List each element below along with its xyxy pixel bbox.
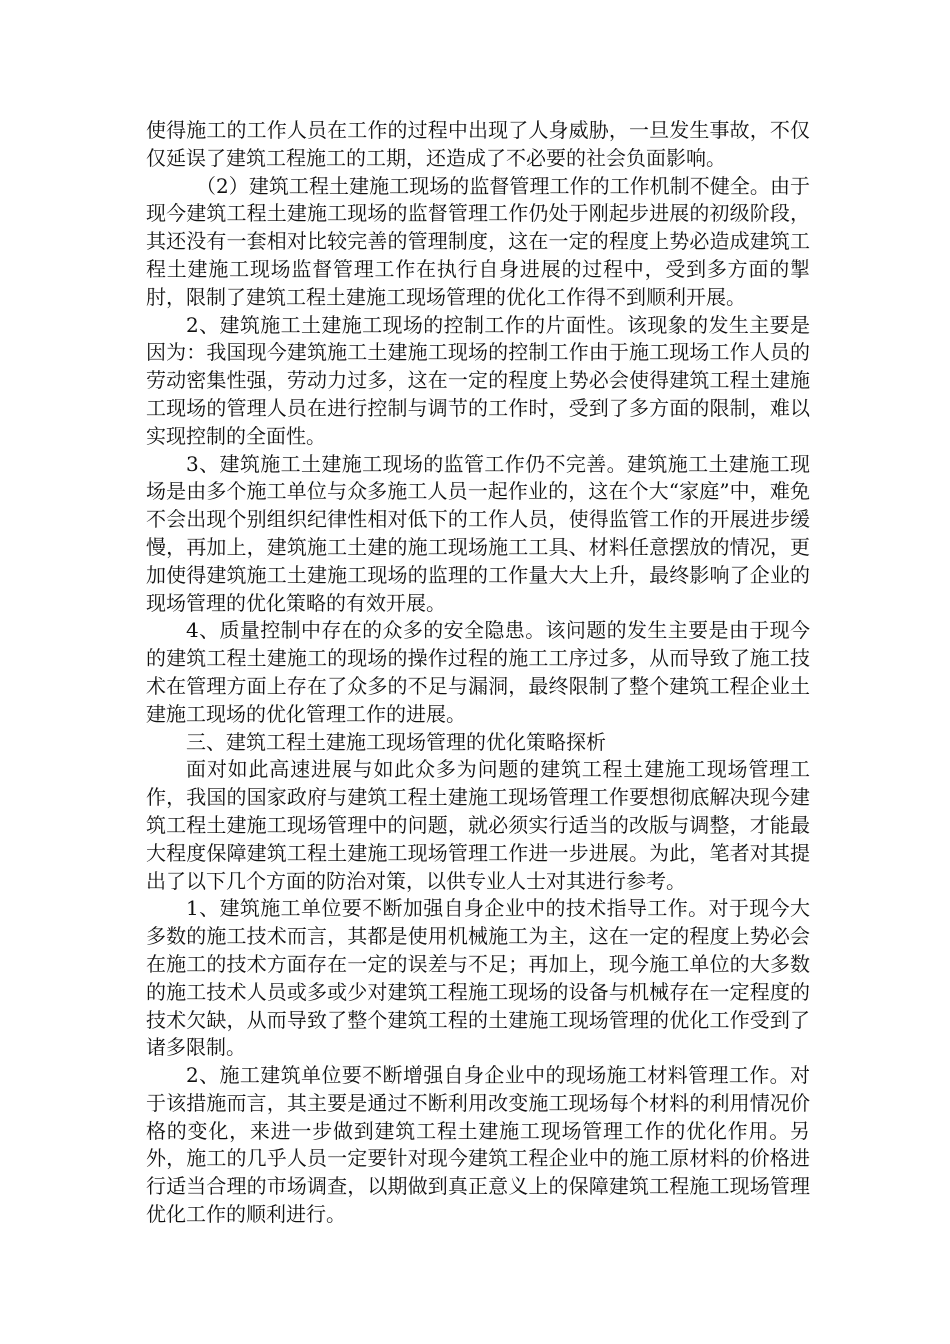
paragraph-strategy-2: 2、施工建筑单位要不断增强自身企业中的现场施工材料管理工作。对于该措施而言，其主要是通过不断利用改变施工现场每个材料的利用情况价格的变化，来进一步做到建筑工程土建施工现场管理工作的优化作用。另外，施工的几乎人员一定要针对现今建筑工程企业中的施工原材料的价格进行适当合理的市场调查，以期做到真正意义上的保障建筑工程施工现场管理优化工作的顺利进行。 bbox=[146, 1063, 810, 1227]
paragraph-subpoint-2: （2）建筑工程土建施工现场的监督管理工作的工作机制不健全。由于现今建筑工程土建施工现场的监督管理工作仍处于刚起步进展的初级阶段，其还没有一套相对比较完善的管理制度，这在一定的程度上势必造成建筑工程土建施工现场监督管理工作在执行自身进展的过程中，受到多方面的掣肘，限制了建筑工程土建施工现场管理的优化工作得不到顺利开展。 bbox=[146, 173, 810, 309]
paragraph-section-intro: 面对如此高速进展与如此众多为问题的建筑工程土建施工现场管理工作，我国的国家政府与建筑工程土建施工现场管理工作要想彻底解决现今建筑工程土建施工现场管理中的问题，就必须实行适当的改版与调整，才能最大程度保障建筑工程土建施工现场管理工作进一步进展。为此，笔者对其提出了以下几个方面的防治对策，以供专业人士对其进行参考。 bbox=[146, 757, 810, 893]
paragraph-strategy-1: 1、建筑施工单位要不断加强自身企业中的技术指导工作。对于现今大多数的施工技术而言，其都是使用机械施工为主，这在一定的程度上势必会在施工的技术方面存在一定的误差与不足；再加上，现今施工单位的大多数的施工技术人员或多或少对建筑工程施工现场的设备与机械存在一定程度的技术欠缺，从而导致了整个建筑工程的土建施工现场管理的优化工作受到了诸多限制。 bbox=[146, 896, 810, 1060]
paragraph-point-4: 4、质量控制中存在的众多的安全隐患。该问题的发生主要是由于现今的建筑工程土建施工的现场的操作过程的施工工序过多，从而导致了施工技术在管理方面上存在了众多的不足与漏洞，最终限制了整个建筑工程企业土建施工现场的优化管理工作的进展。 bbox=[146, 618, 810, 726]
paragraph-point-2: 2、建筑施工土建施工现场的控制工作的片面性。该现象的发生主要是因为：我国现今建筑施工土建施工现场的控制工作由于施工现场工作人员的劳动密集性强，劳动力过多，这在一定的程度上势必会使得建筑工程土建施工现场的管理人员在进行控制与调节的工作时，受到了多方面的限制，难以实现控制的全面性。 bbox=[146, 312, 810, 448]
paragraph-point-3: 3、建筑施工土建施工现场的监管工作仍不完善。建筑施工土建施工现场是由多个施工单位与众多施工人员一起作业的，这在个大“家庭”中，难免不会出现个别组织纪律性相对低下的工作人员，使得监管工作的开展进步缓慢，再加上，建筑施工土建的施工现场施工工具、材料任意摆放的情况，更加使得建筑施工土建施工现场的监理的工作量大大上升，最终影响了企业的现场管理的优化策略的有效开展。 bbox=[146, 451, 810, 615]
section-heading-3: 三、建筑工程土建施工现场管理的优化策略探析 bbox=[186, 729, 606, 754]
paragraph-continuation: 使得施工的工作人员在工作的过程中出现了人身威胁，一旦发生事故，不仅仅延误了建筑工程施工的工期，还造成了不必要的社会负面影响。 bbox=[146, 118, 810, 170]
body-text bbox=[146, 117, 810, 1229]
